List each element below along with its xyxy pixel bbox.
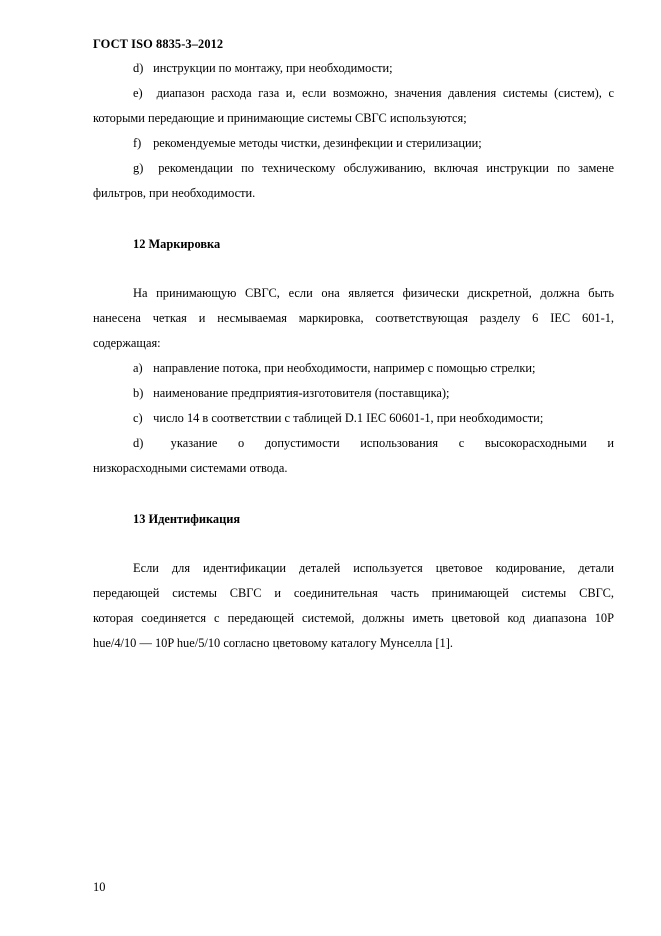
list-marker: d)	[133, 61, 144, 75]
list-marker: b)	[133, 386, 144, 400]
section-12-paragraph-line1: На принимающую СВГС, если она является физически дискретной, должна быть	[133, 286, 614, 300]
section-13-paragraph-line3: которая соединяется с передающей системой, должны иметь цветовой код диапазона 10P	[93, 611, 614, 625]
list-marker: g)	[133, 161, 144, 175]
list-marker: a)	[133, 361, 143, 375]
list-item-b-manufacturer	[93, 381, 614, 406]
list-marker: f)	[133, 136, 142, 150]
list-item-c-number-14	[93, 406, 614, 431]
spacer	[93, 257, 614, 281]
section-13-heading: 13 Идентификация	[133, 512, 241, 526]
section-12-paragraph-line3: содержащая:	[93, 336, 161, 350]
list-item-text: число 14 в соответствии с таблицей D.1 IEC 60601-1, при необходимости;	[153, 411, 544, 425]
section-12-paragraph-line2: нанесена четкая и несмываемая маркировка, соответствующая разделу 6 IEC 601-1,	[93, 311, 614, 325]
list-item-text: инструкции по монтажу, при необходимости;	[153, 61, 393, 75]
section-13-paragraph-line1: Если для идентификации деталей используется цветовое кодирование, детали	[133, 561, 614, 575]
list-item-text: диапазон расхода газа и, если возможно, значения давления системы (систем), с	[156, 86, 614, 100]
section-13-paragraph-line2: передающей системы СВГС и соединительная часть принимающей системы СВГС,	[93, 586, 614, 600]
list-marker: c)	[133, 411, 143, 425]
document-standard-header: ГОСТ ISO 8835-3–2012	[93, 37, 224, 51]
list-item-text: направление потока, при необходимости, например с помощью стрелки;	[153, 361, 536, 375]
list-item-g-maintenance-line1	[93, 156, 614, 181]
list-item-text: рекомендации по техническому обслуживанию, включая инструкции по замене	[158, 161, 614, 175]
list-item-e-gas-flow-line1	[93, 81, 614, 106]
list-item-g-maintenance-line2: фильтров, при необходимости.	[93, 186, 256, 200]
list-item-f-cleaning	[93, 131, 614, 156]
list-item-e-gas-flow-line2: которыми передающие и принимающие системы СВГС используются;	[93, 111, 467, 125]
list-item-text: наименование предприятия-изготовителя (поставщика);	[153, 386, 450, 400]
spacer	[93, 532, 614, 556]
spacer	[93, 206, 614, 232]
list-item-d-instructions	[93, 56, 614, 81]
list-item-text: указание о допустимости использования с высокорасходными и	[170, 436, 614, 450]
section-12-heading: 12 Маркировка	[133, 237, 221, 251]
section-13-paragraph-line4: hue/4/10 — 10P hue/5/10 согласно цветовому каталогу Мунселла [1].	[93, 636, 453, 650]
list-item-text: рекомендуемые методы чистки, дезинфекции и стерилизации;	[153, 136, 482, 150]
list-marker: e)	[133, 86, 143, 100]
list-item-d-compatibility-line2: низкорасходными системами отвода.	[93, 461, 288, 475]
list-item-d-compatibility-line1	[93, 431, 614, 456]
list-marker: d)	[133, 436, 144, 450]
document-body	[93, 56, 614, 656]
spacer	[93, 481, 614, 507]
page-number: 10	[93, 880, 106, 894]
list-item-a-flow-direction	[93, 356, 614, 381]
